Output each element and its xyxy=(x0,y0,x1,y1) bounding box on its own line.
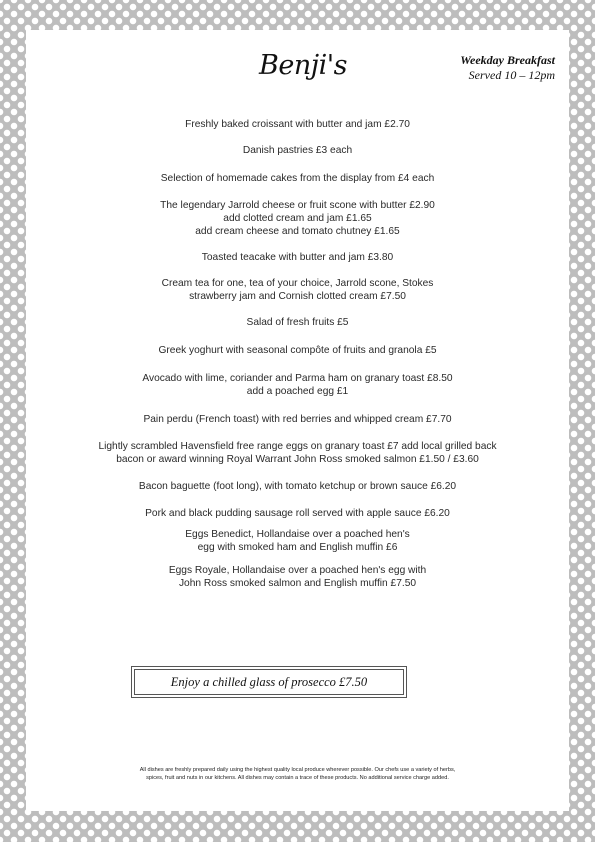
menu-item-line: The legendary Jarrold cheese or fruit scone with butter £2.90 xyxy=(160,200,435,211)
menu-item-line: Bacon baguette (foot long), with tomato ketchup or brown sauce £6.20 xyxy=(138,481,457,492)
menu-item-line: Danish pastries £3 each xyxy=(242,145,353,156)
service-info xyxy=(460,53,555,83)
menu-item-line: Salad of fresh fruits £5 xyxy=(246,317,349,328)
menu-item-line: strawberry jam and Cornish clotted cream £7.50 xyxy=(189,291,406,302)
menu-item-line: add a poached egg £1 xyxy=(246,386,349,397)
menu-item-line: egg with smoked ham and English muffin £6 xyxy=(197,542,398,553)
promo-text: Enjoy a chilled glass of prosecco £7.50 xyxy=(170,674,368,689)
menu-item xyxy=(26,118,569,131)
menu-item xyxy=(26,372,569,398)
menu-item xyxy=(26,413,569,426)
menu-item xyxy=(26,528,569,554)
service-hours: Served 10 – 12pm xyxy=(468,68,555,82)
menu-item-line: Eggs Benedict, Hollandaise over a poached hen's xyxy=(185,529,410,540)
menu-item-line: Avocado with lime, coriander and Parma ham on granary toast £8.50 xyxy=(142,373,453,384)
menu-item xyxy=(26,480,569,493)
menu-item-line: Selection of homemade cakes from the display from £4 each xyxy=(160,173,435,184)
menu-item xyxy=(26,172,569,185)
menu-item-line: Cream tea for one, tea of your choice, Jarrold scone, Stokes xyxy=(161,278,434,289)
menu-item-line: add clotted cream and jam £1.65 xyxy=(223,213,372,224)
menu-item-line: Lightly scrambled Havensfield free range eggs on granary toast £7 add local grilled back xyxy=(98,441,497,452)
menu-item xyxy=(26,316,569,329)
promo-box xyxy=(131,666,407,698)
menu-item-line: add cream cheese and tomato chutney £1.65 xyxy=(195,226,400,237)
menu-panel xyxy=(26,30,569,811)
menu-item-line: Pain perdu (French toast) with red berries and whipped cream £7.70 xyxy=(143,414,452,425)
allergen-note xyxy=(86,766,509,782)
menu-item-line: Toasted teacake with butter and jam £3.80 xyxy=(201,252,394,263)
menu-item xyxy=(26,199,569,238)
menu-item-line: Greek yoghurt with seasonal compôte of fruits and granola £5 xyxy=(158,345,437,356)
menu-item xyxy=(26,277,569,303)
menu-item xyxy=(26,507,569,520)
allergen-note-line: All dishes are freshly prepared daily using the highest quality local produce wherever possible. Our chefs use a variety of herbs, xyxy=(139,767,456,773)
logo: Benji's xyxy=(259,50,347,81)
menu-item-line: Freshly baked croissant with butter and jam £2.70 xyxy=(185,119,410,130)
menu-item xyxy=(26,144,569,157)
menu-item-line: John Ross smoked salmon and English muffin £7.50 xyxy=(178,578,417,589)
menu-item xyxy=(26,251,569,264)
menu-item xyxy=(26,440,569,466)
menu-item-line: bacon or award winning Royal Warrant John Ross smoked salmon £1.50 / £3.60 xyxy=(116,454,479,465)
menu-list xyxy=(26,118,569,590)
allergen-note-line: spices, fruit and nuts in our kitchens. All dishes may contain a trace of these products. No additional service charge added. xyxy=(146,775,449,781)
menu-item-line: Eggs Royale, Hollandaise over a poached hen's egg with xyxy=(168,565,427,576)
service-title: Weekday Breakfast xyxy=(460,53,555,67)
menu-item xyxy=(26,564,569,590)
menu-item xyxy=(26,344,569,357)
menu-item-line: Pork and black pudding sausage roll served with apple sauce £6.20 xyxy=(145,508,450,519)
